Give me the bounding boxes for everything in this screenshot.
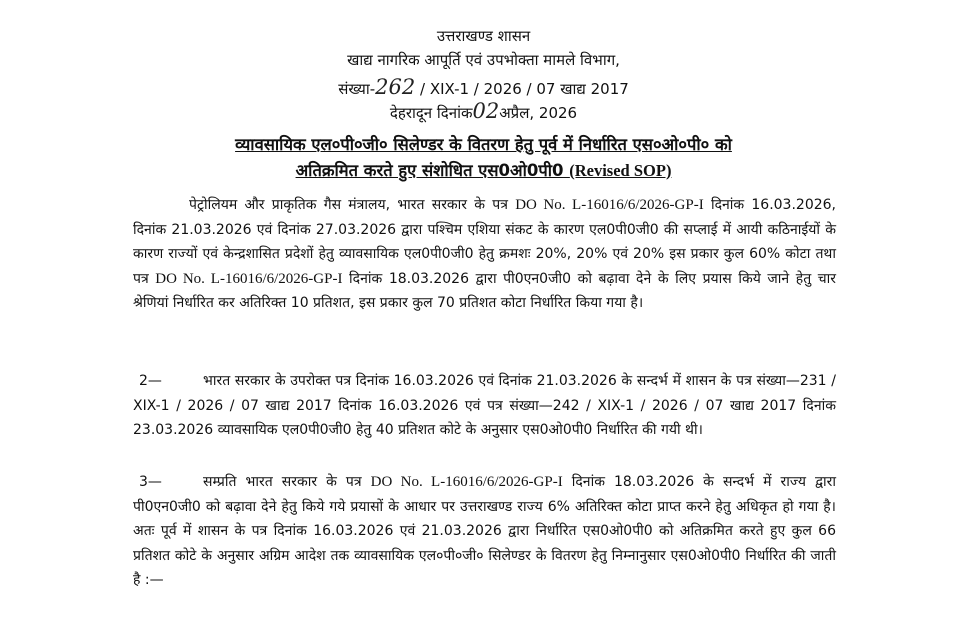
- reference-suffix: / XIX-1 / 2026 / 07 खाद्य 2017: [420, 80, 629, 98]
- place-date-line: [0, 99, 967, 123]
- subject-title-hindi: अतिक्रमित करते हुए संशोधित एस0ओ0पी0: [295, 161, 564, 180]
- paragraph-3-number: 3—: [139, 474, 162, 490]
- subject-title-english: (Revised SOP): [569, 161, 672, 180]
- government-heading: उत्तराखण्ड शासन: [436, 27, 531, 45]
- reference-number-line: [0, 75, 967, 99]
- paragraph-3: [133, 470, 836, 593]
- place-date-suffix: अप्रैल, 2026: [499, 104, 578, 122]
- paragraph-1-ref-2: DO No. L-16016/6/2026-GP-I: [155, 270, 343, 287]
- paragraph-1-text-a: पेट्रोलियम और प्राकृतिक गैस मंत्रालय, भारत सरकार के पत्र: [189, 197, 508, 213]
- paragraph-1: [133, 193, 836, 316]
- handwritten-reference-number: 262: [375, 75, 416, 99]
- paragraph-2: [133, 369, 836, 443]
- subject-title-line-2: [0, 158, 967, 181]
- paragraph-3-ref: DO No. L-16016/6/2026-GP-I: [370, 474, 563, 490]
- paragraph-1-text-c: दिनांक 18.03.2026 द्वारा पी0एन0जी0 को बढ़ावा देने के लिए प्रयास किये जाने हेतु चार श्रेणियां निर्धारित कर अतिरिक्त 10 प्रतिशत, इस प्रकार कुल 70 प्रतिशत कोटा निर्धारित किया गया है।: [133, 270, 837, 312]
- department-name: खाद्य नागरिक आपूर्ति एवं उपभोक्ता मामले विभाग,: [347, 51, 620, 69]
- paragraph-1-ref-1: DO No. L-16016/6/2026-GP-I: [515, 197, 704, 213]
- reference-prefix: संख्या-: [338, 80, 376, 98]
- place-date-prefix: देहरादून दिनांक: [389, 104, 473, 122]
- paragraph-3-text-a: सम्प्रति भारत सरकार के पत्र: [203, 474, 362, 490]
- subject-title-line-1: व्यावसायिक एल०पी०जी० सिलेण्डर के वितरण हेतु पूर्व में निर्धारित एस०ओ०पी० को: [235, 135, 732, 154]
- paragraph-2-text: भारत सरकार के उपरोक्त पत्र दिनांक 16.03.2026 एवं दिनांक 21.03.2026 के सन्दर्भ में शासन के पत्र संख्या—231 / XIX-1 / 2026 / 07 खाद्य 2017 दिनांक 16.03.2026 एवं पत्र संख्या—242 / XIX-1 / 2026 / 07 खाद्य 2017 दिनांक 23.03.2026 व्यावसायिक एल0पी0जी0 हेतु 40 प्रतिशत कोटे के अनुसार एस0ओ0पी0 निर्धारित की गयी थी।: [133, 373, 836, 439]
- paragraph-2-number: 2—: [139, 373, 162, 389]
- paragraph-3-text-b: दिनांक 18.03.2026 के सन्दर्भ में राज्य द्वारा पी0एन0जी0 को बढ़ावा देने हेतु किये गये प्रयासों के आधार पर उत्तराखण्ड राज्य 6% अतिरिक्त कोटा प्राप्त करने हेतु अधिकृत हो गया है। अतः पूर्व में शासन के पत्र दिनांक 16.03.2026 एवं 21.03.2026 द्वारा निर्धारित एस0ओ0पी0 को अतिक्रमित करते हुए कुल 66 प्रतिशत कोटे के अनुसार अग्रिम आदेश तक व्यावसायिक एल०पी०जी० सिलेण्डर के वितरण हेतु निम्नानुसार एस0ओ0पी0 निर्धारित की जाती है :—: [133, 474, 837, 589]
- paragraph-1-text-b: दिनांक 16.03.2026, दिनांक 21.03.2026 एवं दिनांक 27.03.2026 द्वारा पश्चिम एशिया संकट के कारण एल0पी0जी0 की सप्लाई में आयी कठिनाईयों के कारण राज्यों एवं केन्द्रशासित प्रदेशों हेतु व्यावसायिक एल0पी0जी0 हेतु क्रमशः 20%, 20% एवं 20% इस प्रकार कुल 60% कोटा तथा पत्र: [133, 197, 836, 287]
- handwritten-date-day: 02: [472, 99, 500, 123]
